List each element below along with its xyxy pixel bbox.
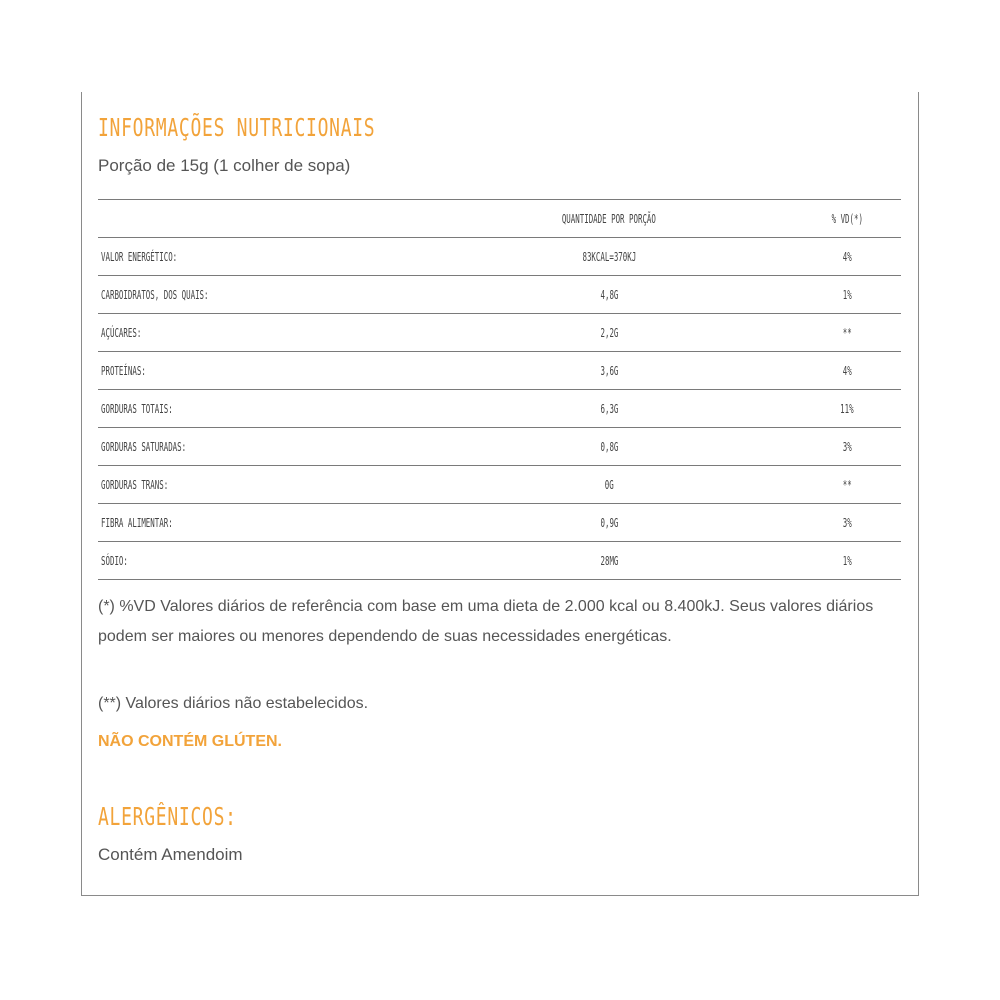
nutrient-dv: 4% [793,238,901,276]
nutrient-label: CARBOIDRATOS, DOS QUAIS: [98,276,425,314]
table-row [98,390,901,428]
header-dv: % VD(*) [793,200,901,238]
table-row [98,504,901,542]
nutrient-label: AÇÚCARES: [98,314,425,352]
allergens-text: Contém Amendoim [98,845,243,864]
nutrient-dv: 1% [793,276,901,314]
header-amount: QUANTIDADE POR PORÇÃO [425,200,793,238]
nutrient-label: GORDURAS TOTAIS: [98,390,425,428]
nutrient-dv: 11% [793,390,901,428]
nutrient-amount: 6,3G [425,390,793,428]
not-established-footnote: (**) Valores diários não estabelecidos. [98,695,369,712]
table-row [98,276,901,314]
nutrient-amount: 2,2G [425,314,793,352]
nutrient-label: GORDURAS TRANS: [98,466,425,504]
nutrient-amount: 28MG [425,542,793,580]
nutrient-dv: ** [793,314,901,352]
serving-size: Porção de 15g (1 colher de sopa) [98,156,351,175]
nutrient-label: SÓDIO: [98,542,425,580]
nutrient-dv: 1% [793,542,901,580]
nutrient-dv: 4% [793,352,901,390]
table-row [98,314,901,352]
allergens-title: ALERGÊNICOS: [98,802,237,831]
nutrition-title: INFORMAÇÕES NUTRICIONAIS [98,113,376,142]
nutrient-dv: ** [793,466,901,504]
nutrient-label: GORDURAS SATURADAS: [98,428,425,466]
table-row [98,352,901,390]
gluten-free-notice: NÃO CONTÉM GLÚTEN. [98,733,282,750]
nutrient-label: FIBRA ALIMENTAR: [98,504,425,542]
nutrient-amount: 0,9G [425,504,793,542]
nutrient-amount: 3,6G [425,352,793,390]
vd-footnote: (*) %VD Valores diários de referência com base em uma dieta de 2.000 kcal ou 8.400kJ. Seus valores diários podem ser maiores ou menores dependendo de suas necessidades energéticas. [98,598,874,645]
header-nutrient [98,200,425,238]
table-row [98,238,901,276]
nutrient-dv: 3% [793,504,901,542]
nutrient-label: VALOR ENERGÉTICO: [98,238,425,276]
table-header-row [98,200,901,238]
nutrient-amount: 0,8G [425,428,793,466]
nutrient-amount: 4,8G [425,276,793,314]
table-row [98,428,901,466]
table-row [98,466,901,504]
nutrition-table [98,199,901,580]
nutrient-label: PROTEÍNAS: [98,352,425,390]
table-row [98,542,901,580]
nutrient-amount: 83KCAL=370KJ [425,238,793,276]
nutrient-amount: 0G [425,466,793,504]
nutrient-dv: 3% [793,428,901,466]
